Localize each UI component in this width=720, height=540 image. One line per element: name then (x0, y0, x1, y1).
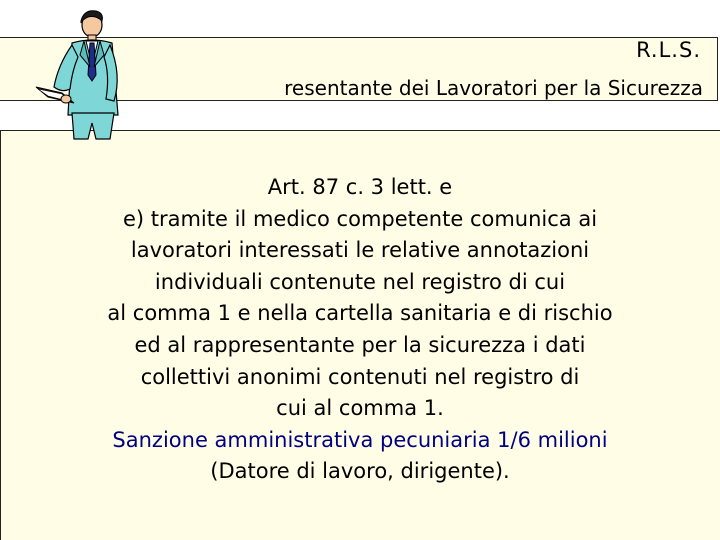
article-text (0, 172, 720, 488)
article-line: individuali contenute nel registro di cui (154, 269, 566, 294)
slide-title: R.L.S. (636, 38, 701, 62)
article-line: ed al rappresentante per la sicurezza i dati (134, 332, 586, 357)
sanction-line: (Datore di lavoro, dirigente). (210, 459, 510, 484)
article-line: e) tramite il medico competente comunica ai (122, 206, 598, 231)
article-line: al comma 1 e nella cartella sanitaria e di rischio (107, 301, 613, 326)
businessman-reading-book-icon (22, 5, 142, 140)
article-heading: Art. 87 c. 3 lett. e (267, 175, 453, 199)
slide-subtitle: resentante dei Lavoratori per la Sicurezza (284, 76, 703, 100)
article-line: cui al comma 1. (276, 396, 444, 421)
article-line: collettivi anonimi contenuti nel registro di (140, 364, 580, 389)
sanction-line: Sanzione amministrativa pecuniaria 1/6 milioni (112, 427, 608, 452)
article-line: lavoratori interessati le relative annotazioni (130, 238, 590, 263)
